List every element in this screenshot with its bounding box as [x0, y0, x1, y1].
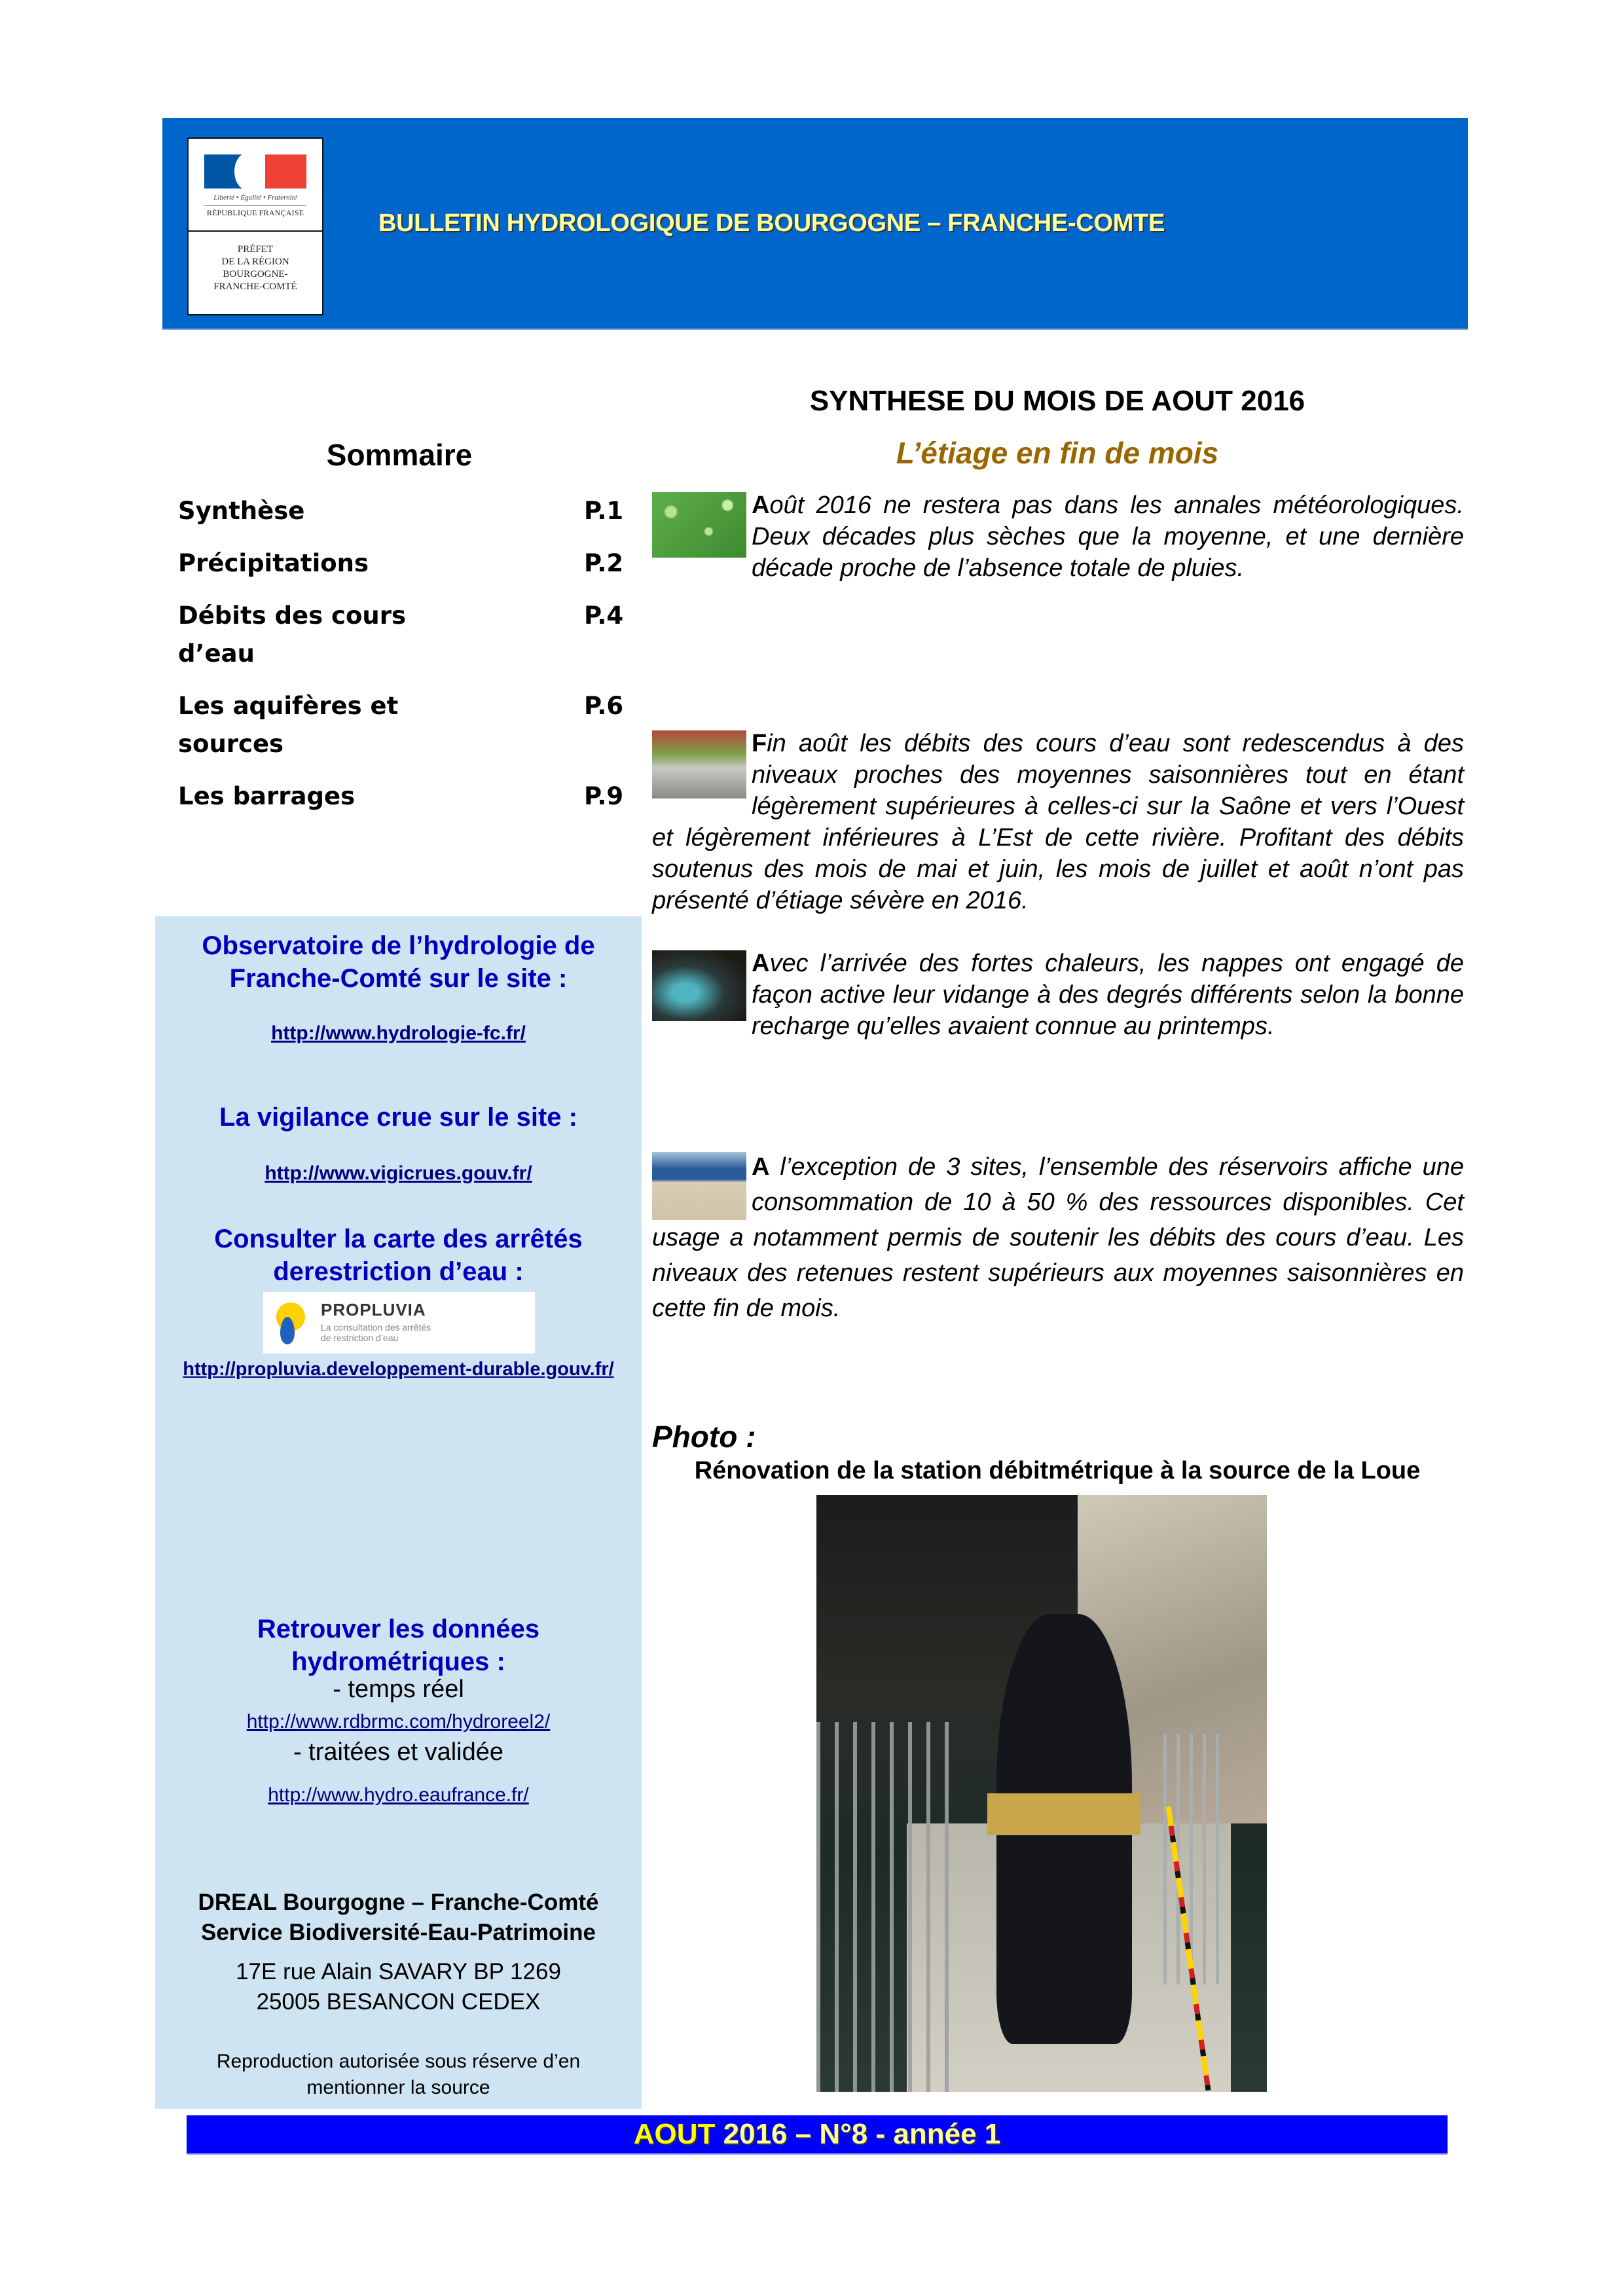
paragraph-text: vec l’arrivée des fortes chaleurs, les nappes ont engagé de façon active leur vidange à des degrés différents selon la bonne recharge qu’elles avaient connue au printemps.	[752, 950, 1464, 1040]
toc-label: Débits des cours d’eau	[178, 601, 407, 668]
photo-caption: Rénovation de la station débitmétrique à la source de la Loue	[694, 1457, 1421, 1484]
diver-belt	[987, 1793, 1140, 1835]
dreal-org	[155, 1888, 642, 1948]
diver-at-loue-source-photo	[816, 1495, 1267, 2092]
temps-reel-label: - temps réel	[333, 1676, 464, 1703]
cave-spring-image	[652, 950, 746, 1021]
logo-republique: RÉPUBLIQUE FRANÇAISE	[206, 208, 304, 217]
toc-page: P.6	[584, 692, 624, 720]
water-drop-icon	[280, 1317, 295, 1344]
vigilance-heading: La vigilance crue sur le site :	[219, 1103, 577, 1132]
heading-line: derestriction d’eau :	[273, 1257, 524, 1286]
dam-image	[652, 1152, 746, 1220]
paragraph-text: l’exception de 3 sites, l’ensemble des réservoirs affiche une consommation de 10 à 50 % des ressources disponibles. Cet usage a notamment permis de soutenir les débits des cours d’eau. Les niveaux des retenues restent supérieurs aux moyennes saisonnières en cette fin de mois.	[652, 1153, 1464, 1322]
toc-item-barrages[interactable]	[178, 778, 630, 816]
traitees-label: - traitées et validée	[293, 1738, 504, 1766]
marianne-icon	[234, 153, 259, 190]
observatoire-heading	[155, 929, 642, 995]
donnees-heading	[155, 1613, 642, 1678]
toc-page: P.9	[584, 782, 624, 810]
prefecture-logo	[187, 137, 323, 315]
toc-label: Précipitations	[178, 549, 369, 577]
issue-number: 2016 – N°8 - année 1	[715, 2118, 1001, 2150]
heading-line: Franche-Comté sur le site :	[229, 964, 568, 993]
toc-page: P.4	[584, 601, 624, 630]
prefet-line: DE LA RÉGION	[221, 257, 289, 267]
subtitle-line: La consultation des arrêtés	[321, 1322, 431, 1333]
heading-line: Observatoire de l’hydrologie de	[202, 931, 595, 960]
notice-line: mentionner la source	[306, 2077, 490, 2098]
toc-item-precipitations[interactable]	[178, 545, 630, 583]
propluvia-name: PROPLUVIA	[321, 1300, 426, 1319]
org-line: Service Biodiversité-Eau-Patrimoine	[201, 1920, 596, 1945]
river-image	[652, 730, 746, 798]
header-banner	[162, 118, 1468, 329]
logo-motto: Liberté • Égalité • Fraternité	[213, 194, 297, 202]
drop-initial: A	[752, 1153, 770, 1181]
toc-label: Synthèse	[178, 497, 305, 525]
propluvia-logo[interactable]	[263, 1292, 535, 1354]
prefet-line: PRÉFET	[237, 244, 274, 255]
notice-line: Reproduction autorisée sous réserve d’en	[216, 2051, 581, 2072]
republique-francaise-logo	[189, 139, 322, 232]
drop-initial: A	[752, 950, 770, 977]
reproduction-notice	[155, 2049, 642, 2101]
paragraph-nappes	[652, 948, 1464, 1042]
table-of-contents	[178, 492, 630, 830]
heading-line: Consulter la carte des arrêtés	[214, 1225, 583, 1253]
paragraph-debits	[652, 728, 1464, 916]
green-leaf-droplets-image	[652, 492, 746, 558]
propluvia-link[interactable]: http://propluvia.developpement-durable.gouv.fr/	[183, 1359, 614, 1380]
toc-item-debits[interactable]	[178, 597, 630, 673]
synthese-title: SYNTHESE DU MOIS DE AOUT 2016	[809, 385, 1305, 417]
toc-item-synthese[interactable]	[178, 492, 630, 530]
subtitle-line: de restriction d’eau	[321, 1333, 399, 1343]
paragraph-text: oût 2016 ne restera pas dans les annales météorologiques. Deux décades plus sèches que la moyenne, et une dernière décade proche de l’absence totale de pluies.	[752, 492, 1464, 582]
prefet-line: BOURGOGNE-	[223, 269, 288, 279]
hydro-eaufrance-link[interactable]: http://www.hydro.eaufrance.fr/	[268, 1784, 529, 1806]
propluvia-subtitle	[321, 1322, 431, 1343]
info-panel	[155, 916, 642, 2109]
drop-initial: A	[752, 492, 770, 519]
paragraph-precipitations	[652, 490, 1464, 584]
dreal-address	[155, 1957, 642, 2017]
org-line: DREAL Bourgogne – Franche-Comté	[198, 1890, 599, 1915]
sommaire-title: Sommaire	[326, 438, 473, 472]
toc-label: Les aquifères et sources	[178, 692, 399, 758]
railing-left	[816, 1722, 951, 2092]
logo-prefet	[189, 243, 322, 293]
synthese-subtitle: L’étiage en fin de mois	[896, 436, 1219, 470]
toc-page: P.1	[584, 497, 624, 525]
heading-line: Retrouver les données	[257, 1615, 540, 1643]
prefet-line: FRANCHE-COMTÉ	[213, 281, 297, 292]
vigicrues-link[interactable]: http://www.vigicrues.gouv.fr/	[264, 1162, 532, 1184]
address-line: 25005 BESANCON CEDEX	[256, 1989, 541, 2015]
issue-footer-bar	[187, 2115, 1448, 2153]
issue-month: AOUT	[633, 2118, 716, 2150]
hydroreel-link[interactable]: http://www.rdbrmc.com/hydroreel2/	[246, 1711, 551, 1732]
hydrologie-fc-link[interactable]: http://www.hydrologie-fc.fr/	[271, 1022, 526, 1044]
paragraph-barrages	[652, 1149, 1464, 1326]
paragraph-text: in août les débits des cours d’eau sont redescendus à des niveaux proches des moyennes saisonnières tout en étant légèrement supérieures à celles-ci sur la Saône et vers l’Ouest et légèrement inférieures à L’Est de cette rivière. Profitant des débits soutenus des mois de mai et juin, les mois de juillet et août n’ont pas présenté d’étiage sévère en 2016.	[652, 730, 1464, 914]
photo-label: Photo :	[652, 1420, 756, 1454]
restriction-heading	[155, 1223, 642, 1288]
toc-page: P.2	[584, 549, 624, 577]
address-line: 17E rue Alain SAVARY BP 1269	[236, 1959, 561, 1984]
heading-line: hydrométriques :	[291, 1647, 505, 1676]
drop-initial: F	[752, 730, 767, 757]
logo-divider	[204, 205, 306, 206]
bulletin-title: BULLETIN HYDROLOGIQUE DE BOURGOGNE – FRANCHE-COMTE	[378, 209, 1165, 237]
toc-item-aquiferes[interactable]	[178, 687, 630, 763]
toc-label: Les barrages	[178, 782, 356, 810]
